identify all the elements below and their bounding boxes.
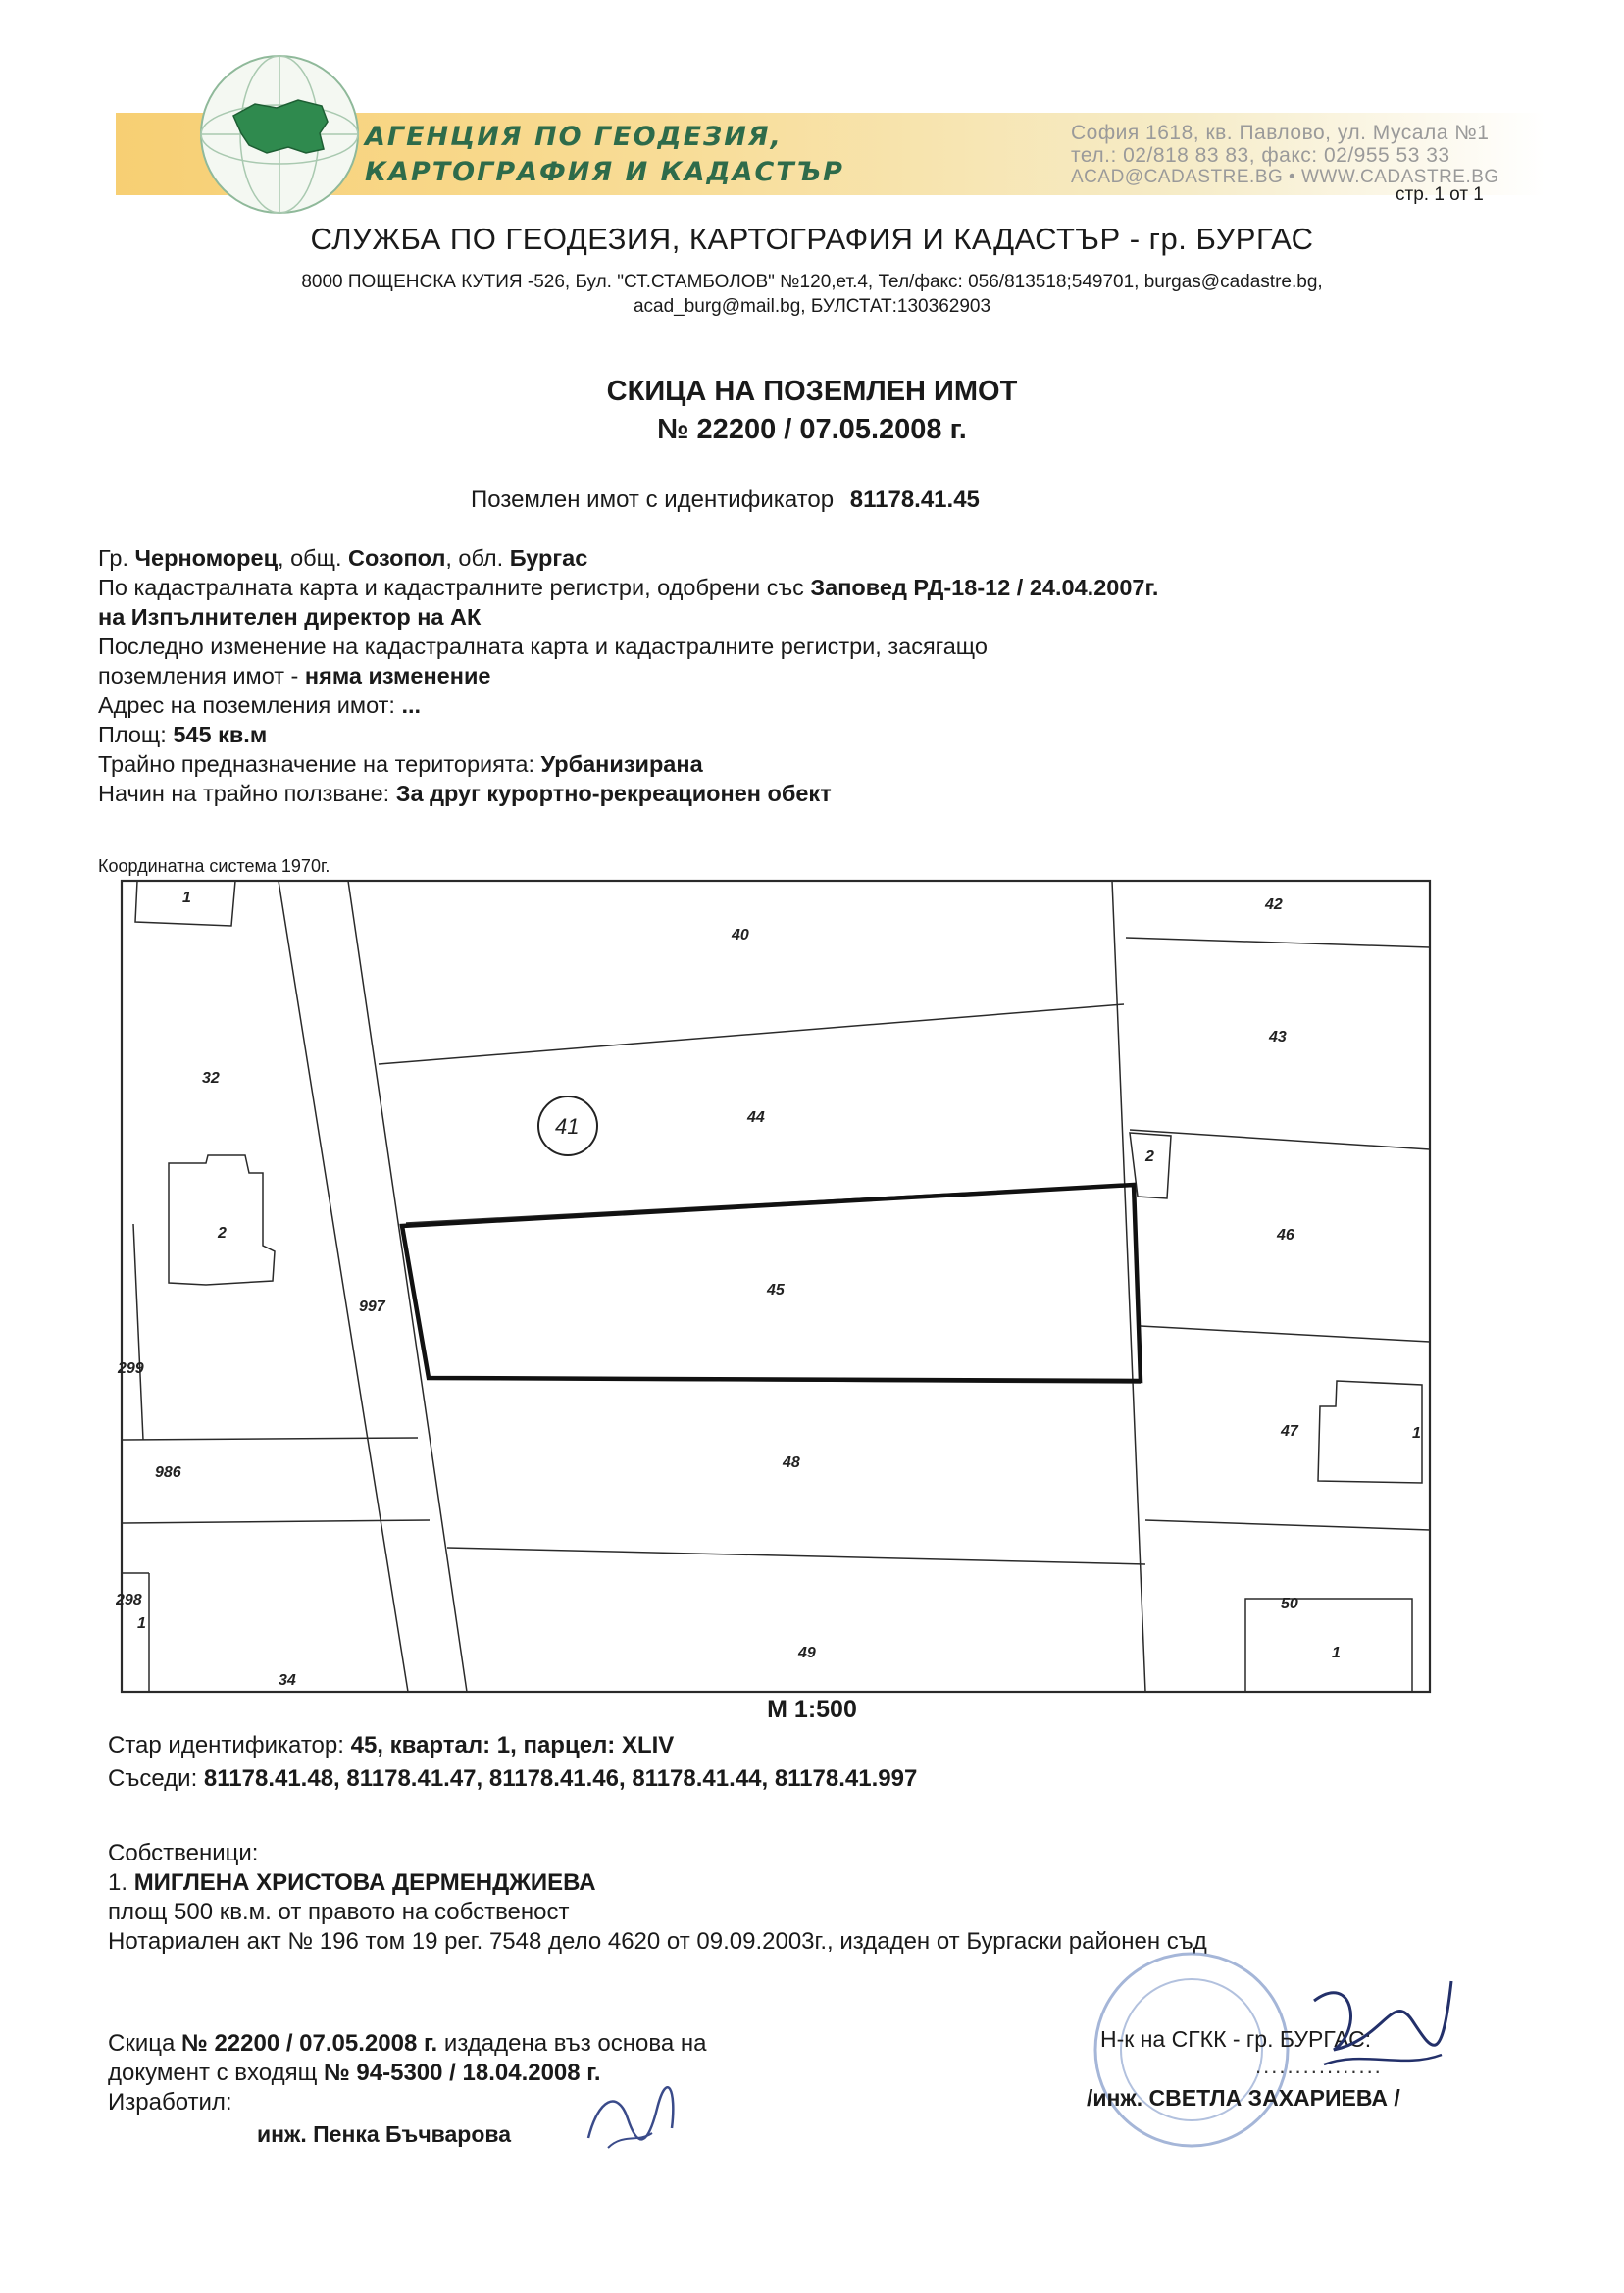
parcel-43-46-boundary — [1130, 1130, 1430, 1149]
office-title: СЛУЖБА ПО ГЕОДЕЗИЯ, КАРТОГРАФИЯ И КАДАСТЪР - гр. БУРГАС — [310, 222, 1314, 256]
usage-value: За друг курортно-рекреационен обект — [395, 781, 832, 806]
document-title: СКИЦА НА ПОЗЕМЛЕН ИМОТ — [606, 376, 1018, 407]
parcel-label-50: 50 — [1281, 1596, 1298, 1612]
location-line — [98, 545, 587, 572]
parcel-42-43-boundary — [1126, 938, 1430, 947]
chief-signature-dots: ................ — [1255, 2054, 1383, 2078]
approval-text: По кадастралната карта и кадастралните регистри, одобрени със — [98, 575, 804, 600]
quarter-number: 41 — [555, 1114, 580, 1139]
agency-contact-address: София 1618, кв. Павлово, ул. Мусала №1 — [1071, 122, 1490, 144]
old-identifier-line — [108, 1732, 674, 1759]
building-label-1-parcel-47: 1 — [1412, 1425, 1421, 1442]
town-value: Черноморец — [134, 545, 279, 571]
street-997-west-edge — [279, 881, 408, 1692]
issue-prefix: Скица — [108, 2030, 176, 2057]
last-change-value: няма изменение — [304, 663, 491, 688]
office-address-line1: 8000 ПОЩЕНСКА КУТИЯ -526, Бул. "СТ.СТАМБОЛОВ" №120,ет.4, Тел/факс: 056/813518;549701, burgas@cadastre.bg, — [301, 272, 1323, 292]
old-identifier-value: 45, квартал: 1, парцел: XLIV — [350, 1732, 675, 1758]
building-label-2-left: 2 — [218, 1225, 227, 1242]
approval-authority: на Изпълнителен директор на АК — [98, 604, 482, 630]
agency-name-line2: КАРТОГРАФИЯ И КАДАСТЪР — [365, 157, 844, 187]
issue-doc-number: № 94-5300 / 18.04.2008 г. — [324, 2060, 601, 2086]
parcel-40-44-boundary — [379, 1004, 1124, 1064]
street-997-east-edge — [348, 881, 467, 1692]
parcel-986-south-boundary — [122, 1520, 430, 1523]
issue-doc-prefix: документ с входящ — [108, 2060, 318, 2086]
agency-contact-phone: тел.: 02/818 83 83, факс: 02/955 53 33 — [1071, 144, 1450, 167]
neighbours-label: Съседи: — [108, 1765, 198, 1792]
last-change-line2 — [98, 663, 490, 689]
purpose-value: Урбанизирана — [540, 751, 703, 777]
issue-line — [108, 2030, 706, 2058]
chief-signature-icon — [1294, 1971, 1461, 2089]
parcel-label-49: 49 — [798, 1645, 816, 1661]
owner-1-index: 1. — [108, 1869, 128, 1896]
parcel-label-44: 44 — [747, 1109, 765, 1126]
approval-order: Заповед РД-18-12 / 24.04.2007г. — [810, 575, 1159, 600]
neighbours-line — [108, 1765, 917, 1793]
parcel-46-47-boundary — [1141, 1326, 1430, 1342]
area-label: Площ: — [98, 722, 167, 747]
municipality-prefix: , общ. — [278, 545, 342, 571]
parcel-label-48: 48 — [783, 1454, 800, 1471]
coordinate-system-label: Координатна система 1970г. — [98, 856, 330, 876]
parcel-label-45: 45 — [767, 1282, 785, 1299]
approval-line — [98, 575, 1158, 601]
last-change-label: поземления имот - — [98, 663, 299, 688]
municipality-value: Созопол — [348, 545, 446, 571]
address-value: ... — [401, 692, 422, 718]
address-label: Адрес на поземления имот: — [98, 692, 395, 718]
parcel-label-46: 46 — [1277, 1227, 1294, 1244]
building-1-parcel-47 — [1318, 1381, 1422, 1483]
parcel-48-49-boundary — [447, 1548, 1145, 1564]
parcel-label-32: 32 — [202, 1070, 220, 1087]
identifier-line — [471, 486, 980, 514]
owner-1-name-line — [108, 1869, 596, 1897]
parcel-label-997: 997 — [359, 1299, 385, 1315]
author-name: инж. Пенка Бъчварова — [257, 2121, 512, 2147]
usage-line — [98, 781, 832, 807]
parcel-label-299: 299 — [118, 1360, 144, 1377]
identifier-value: 81178.41.45 — [849, 486, 980, 513]
building-label-1-parcel-298: 1 — [137, 1615, 146, 1632]
parcel-label-298: 298 — [116, 1592, 142, 1608]
issue-suffix: издадена въз основа на — [443, 2030, 707, 2057]
purpose-line — [98, 751, 703, 778]
address-line — [98, 692, 421, 719]
parcel-299-boundary — [133, 1224, 143, 1440]
parcel-label-34: 34 — [279, 1672, 296, 1689]
chief-name: /инж. СВЕТЛА ЗАХАРИЕВА / — [1087, 2085, 1400, 2111]
building-label-1-top: 1 — [182, 890, 191, 906]
owner-1-share: площ 500 кв.м. от правото на собственост — [108, 1899, 570, 1925]
building-label-2-right: 2 — [1145, 1148, 1154, 1165]
issue-number: № 22200 / 07.05.2008 г. — [181, 2030, 438, 2057]
region-value: Бургас — [509, 545, 588, 571]
chief-label: Н-к на СГКК - гр. БУРГАС: — [1100, 2026, 1372, 2052]
building-1-parcel-50 — [1245, 1599, 1412, 1692]
parcel-label-43: 43 — [1269, 1029, 1287, 1045]
parcel-label-47: 47 — [1281, 1423, 1298, 1440]
owner-1-deed: Нотариален акт № 196 том 19 рег. 7548 дело 4620 от 09.09.2003г., издаден от Бургаски районен съд — [108, 1928, 1207, 1955]
parcel-47-50-boundary — [1145, 1520, 1430, 1530]
last-change-line1: Последно изменение на кадастралната карта и кадастралните регистри, засягащо — [98, 634, 988, 659]
building-2-left — [169, 1155, 275, 1285]
issue-doc-line — [108, 2060, 601, 2087]
bulgaria-globe-logo-icon — [196, 51, 363, 218]
owners-label: Собственици: — [108, 1840, 259, 1866]
author-signature-icon — [579, 2079, 686, 2158]
parcel-label-40: 40 — [732, 927, 749, 943]
east-boundary-line — [1112, 881, 1145, 1692]
building-label-1-parcel-50: 1 — [1332, 1645, 1341, 1661]
agency-name-line1: АГЕНЦИЯ ПО ГЕОДЕЗИЯ, — [365, 122, 783, 152]
agency-contact-web: ACAD@CADASTRE.BG • WWW.CADASTRE.BG — [1071, 167, 1499, 187]
map-scale: М 1:500 — [767, 1696, 857, 1723]
purpose-label: Трайно предназначение на територията: — [98, 751, 534, 777]
old-identifier-label: Стар идентификатор: — [108, 1732, 344, 1758]
author-label: Изработил: — [108, 2089, 232, 2115]
owner-1-name: МИГЛЕНА ХРИСТОВА ДЕРМЕНДЖИЕВА — [133, 1869, 596, 1896]
area-value: 545 кв.м — [173, 722, 268, 747]
parcel-label-986: 986 — [155, 1464, 181, 1481]
town-prefix: Гр. — [98, 545, 129, 571]
parcel-986-north-boundary — [122, 1438, 418, 1440]
usage-label: Начин на трайно ползване: — [98, 781, 390, 806]
neighbours-value: 81178.41.48, 81178.41.47, 81178.41.46, 81178.41.44, 81178.41.997 — [203, 1765, 918, 1792]
document-number: № 22200 / 07.05.2008 г. — [657, 414, 967, 445]
parcel-label-42: 42 — [1265, 896, 1283, 913]
region-prefix: , обл. — [445, 545, 504, 571]
area-line — [98, 722, 267, 748]
cadastral-map — [116, 876, 1434, 1696]
office-address-line2: acad_burg@mail.bg, БУЛСТАТ:130362903 — [633, 296, 991, 317]
identifier-label: Поземлен имот с идентификатор — [471, 486, 835, 513]
page-number: стр. 1 от 1 — [1396, 184, 1484, 205]
